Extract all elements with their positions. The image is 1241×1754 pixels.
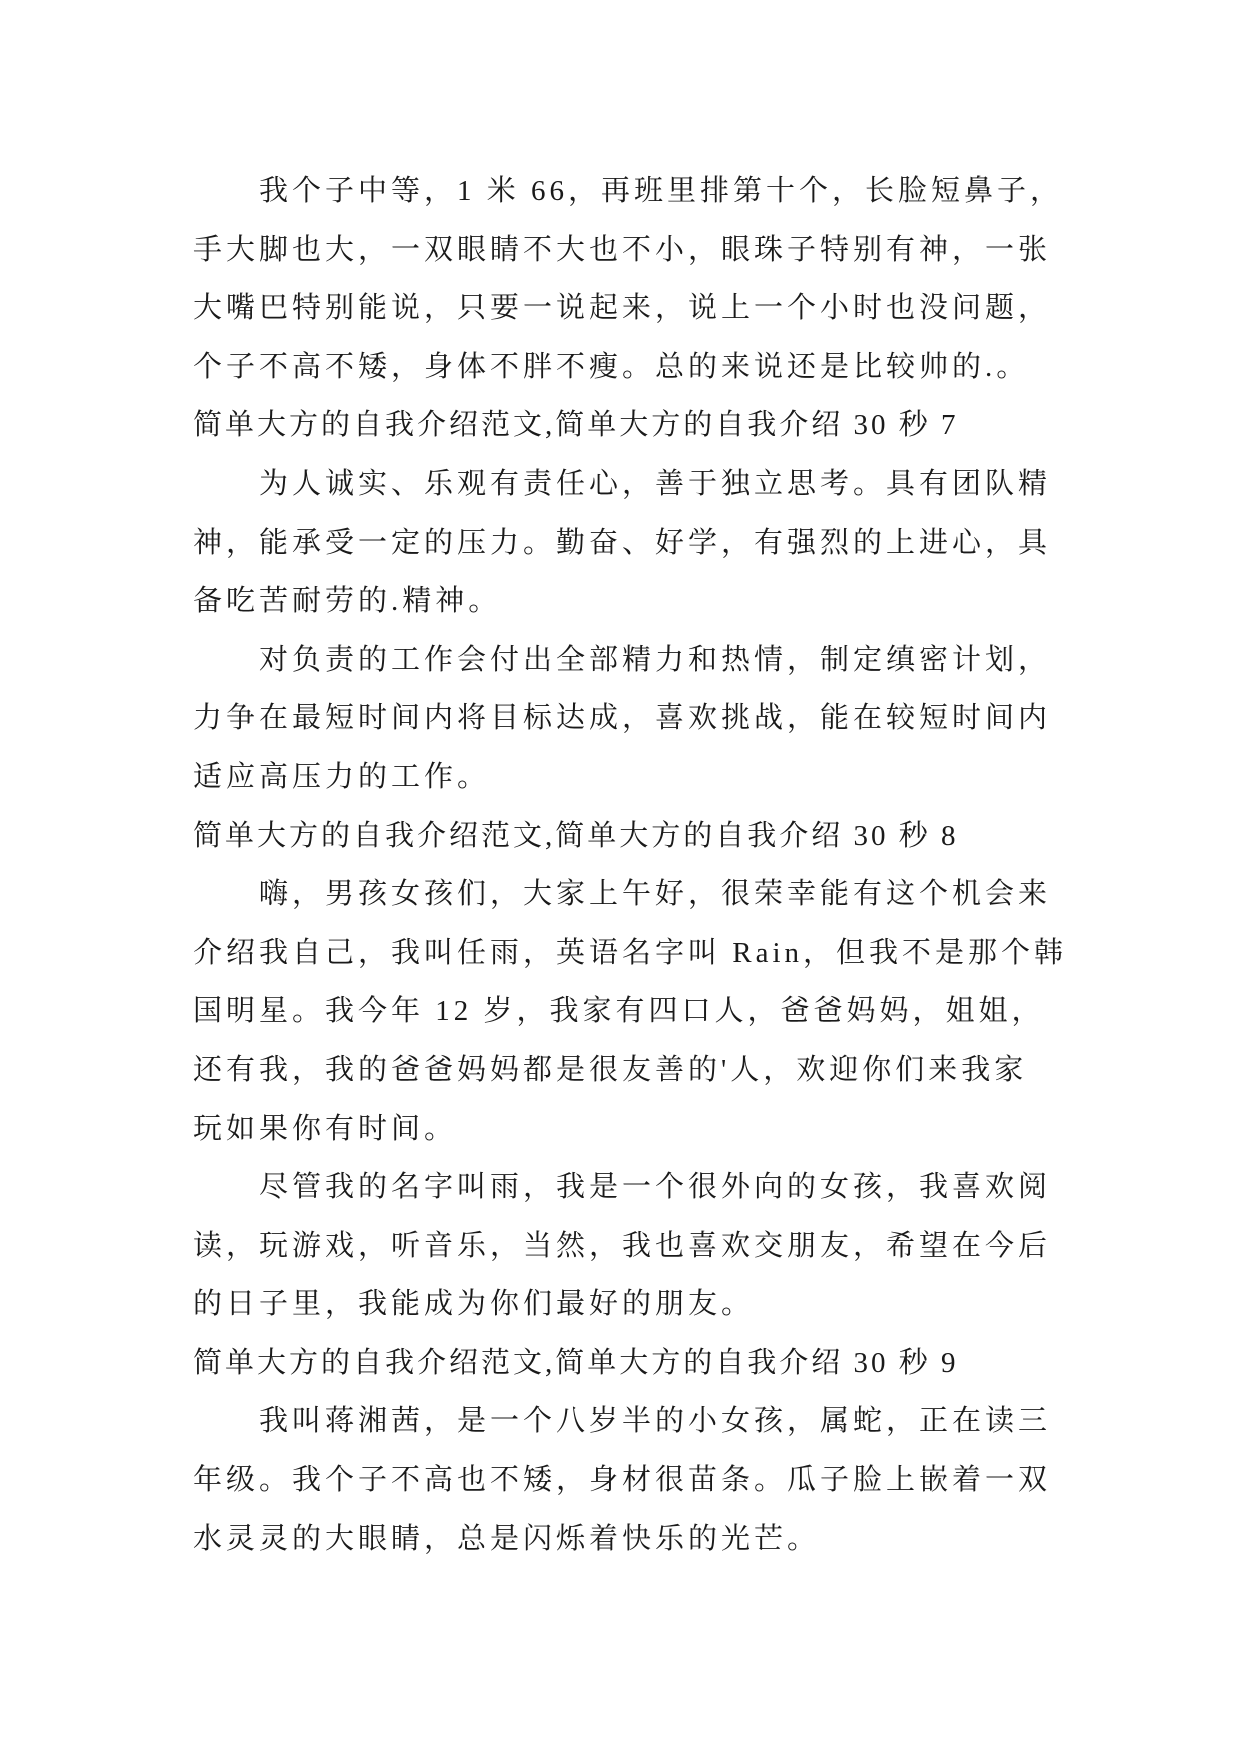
- document-body: [193, 162, 1073, 1568]
- paragraph-line: 备吃苦耐劳的.精神。: [193, 585, 502, 618]
- paragraph-line: 年级。我个子不高也不矮，身材很苗条。瓜子脸上嵌着一双: [193, 1464, 1052, 1497]
- paragraph-line: 手大脚也大，一双眼睛不大也不小，眼珠子特别有神，一张: [193, 233, 1052, 266]
- paragraph-line: 水灵灵的大眼睛，总是闪烁着快乐的光芒。: [193, 1522, 821, 1555]
- paragraph-line: 为人诚实、乐观有责任心，善于独立思考。具有团队精: [259, 467, 1052, 500]
- paragraph-line: 玩如果你有时间。: [193, 1112, 458, 1145]
- paragraph: [193, 455, 1073, 631]
- section-heading: 简单大方的自我介绍范文,简单大方的自我介绍 30 秒 7: [193, 409, 959, 442]
- paragraph-line: 嗨，男孩女孩们，大家上午好，很荣幸能有这个机会来: [259, 878, 1052, 911]
- paragraph: [193, 1392, 1073, 1568]
- paragraph-line: 的日子里，我能成为你们最好的朋友。: [193, 1288, 755, 1321]
- paragraph-line: 适应高压力的工作。: [193, 760, 491, 793]
- paragraph-line: 读，玩游戏，听音乐，当然，我也喜欢交朋友，希望在今后: [193, 1229, 1052, 1262]
- paragraph: [193, 865, 1073, 1158]
- paragraph-line: 还有我，我的爸爸妈妈都是很友善的'人，欢迎你们来我家: [193, 1053, 1028, 1086]
- paragraph-line: 我个子中等，1 米 66，再班里排第十个，长脸短鼻子，: [259, 175, 1064, 207]
- paragraph-line: 力争在最短时间内将目标达成，喜欢挑战，能在较短时间内: [193, 702, 1052, 735]
- paragraph-line: 对负责的工作会付出全部精力和热情，制定缜密计划，: [259, 643, 1052, 676]
- paragraph-line: 我叫蒋湘茜，是一个八岁半的小女孩，属蛇，正在读三: [259, 1405, 1052, 1438]
- section-heading: 简单大方的自我介绍范文,简单大方的自我介绍 30 秒 9: [193, 1346, 959, 1379]
- paragraph-line: 个子不高不矮，身体不胖不瘦。总的来说还是比较帅的.。: [193, 350, 1030, 383]
- paragraph-line: 国明星。我今年 12 岁，我家有四口人，爸爸妈妈，姐姐，: [193, 995, 1045, 1028]
- paragraph-line: 尽管我的名字叫雨，我是一个很外向的女孩，我喜欢阅: [259, 1171, 1052, 1204]
- paragraph-line: 神，能承受一定的压力。勤奋、好学，有强烈的上进心，具: [193, 526, 1052, 559]
- paragraph: [193, 1158, 1073, 1334]
- paragraph: [193, 631, 1073, 807]
- section-heading: 简单大方的自我介绍范文,简单大方的自我介绍 30 秒 8: [193, 819, 959, 852]
- paragraph-line: 介绍我自己，我叫任雨，英语名字叫 Rain，但我不是那个韩: [193, 936, 1068, 969]
- paragraph-line: 大嘴巴特别能说，只要一说起来，说上一个小时也没问题，: [193, 292, 1052, 325]
- paragraph: [193, 162, 1073, 396]
